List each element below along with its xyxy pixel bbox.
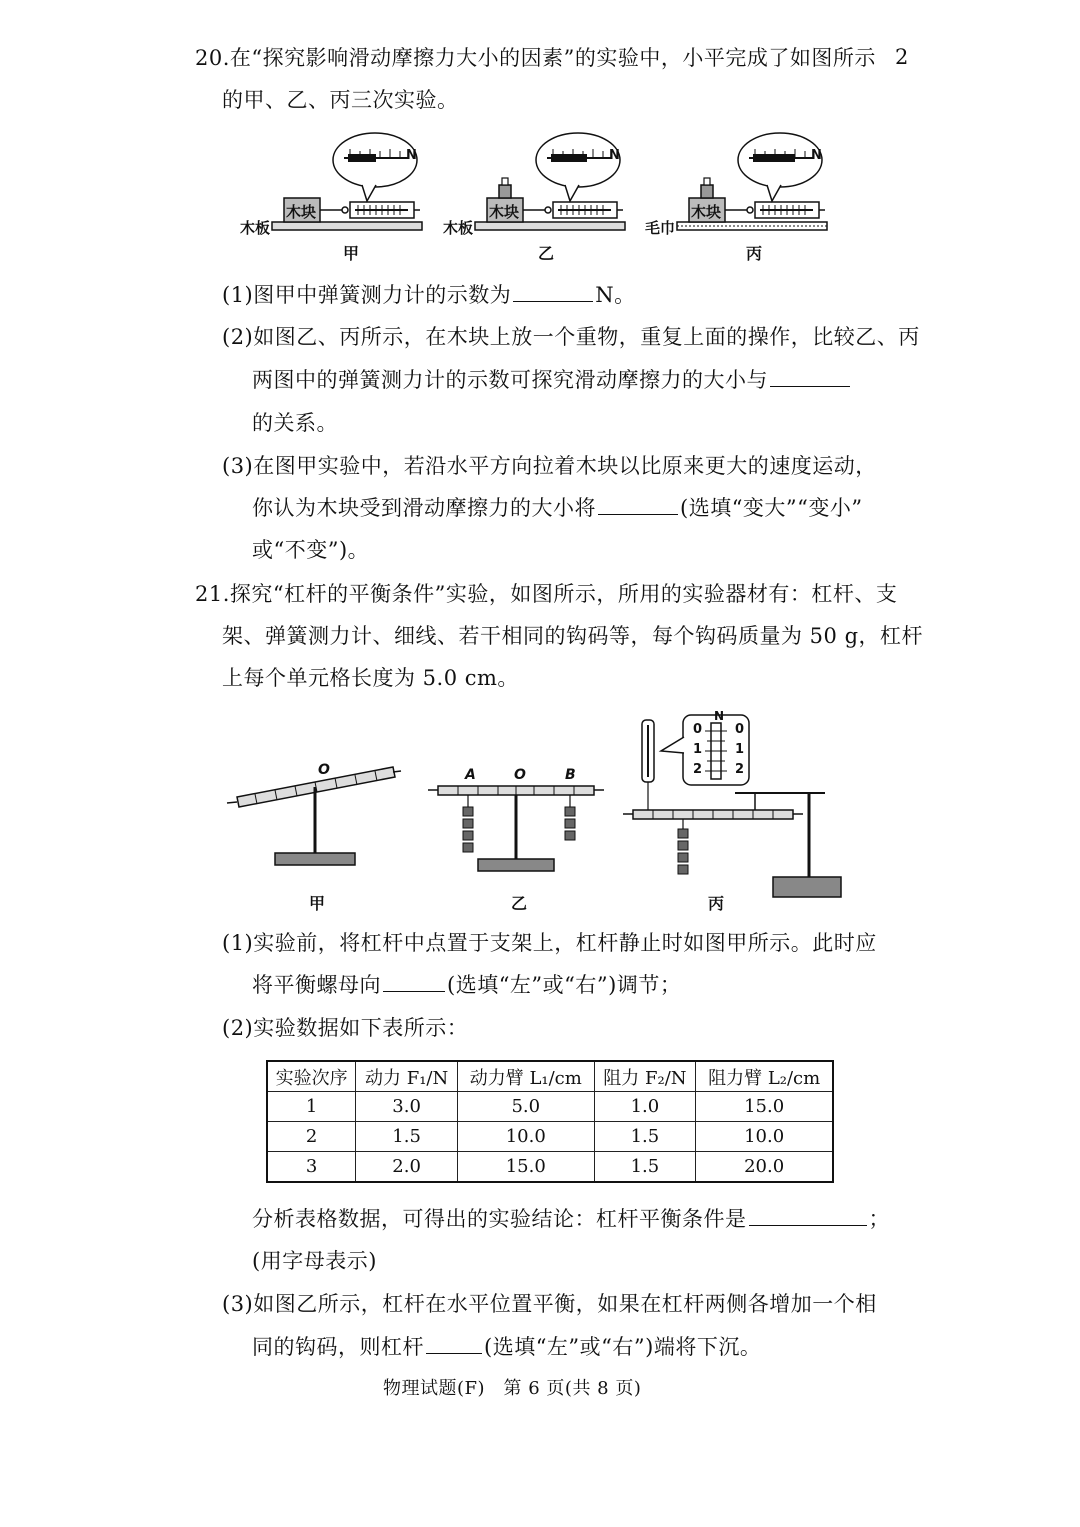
q20-part1-unit: N。 <box>595 283 636 307</box>
pivot-label-jia: O <box>318 762 330 778</box>
q21-caption-bing: 丙 <box>708 894 725 913</box>
q21-stem-line2: 架、弹簧测力计、细线、若干相同的钩码等，每个钩码质量为 50 g，杠杆 <box>222 624 924 648</box>
q21-part3-blank[interactable] <box>426 1333 482 1354</box>
q21-part1-options: (选填“左”或“右”)调节； <box>447 973 682 997</box>
lever-setup-yi <box>428 786 604 871</box>
q20-part3-line1: (3)在图甲实验中，若沿水平方向拉着木块以比原来更大的速度运动， <box>222 454 877 478</box>
block-label-yi: 木块 <box>489 203 520 221</box>
q20-stem-line2: 的甲、乙、丙三次实验。 <box>222 88 459 112</box>
table-row <box>267 1152 833 1183</box>
q20-part3-options: (选填“变大”“变小” <box>680 496 863 520</box>
q20-stem-line1: 20.在“探究影响滑动摩擦力大小的因素”的实验中，小平完成了如图所示 <box>195 46 876 70</box>
block-label-jia: 木块 <box>286 203 317 221</box>
table-header-cell: 实验次序 <box>267 1061 356 1092</box>
page-number-mark: 2 <box>895 45 909 69</box>
q21-part1-text: 将平衡螺母向 <box>252 973 381 997</box>
q20-caption-yi: 乙 <box>538 244 555 263</box>
table-cell: 15.0 <box>457 1152 594 1183</box>
q20-part2-line1: (2)如图乙、丙所示，在木块上放一个重物，重复上面的操作，比较乙、丙 <box>222 325 920 349</box>
scale-tick-0-left: 0 <box>693 722 703 737</box>
point-a-label: A <box>465 767 476 783</box>
scale-tick-2-right: 2 <box>735 762 745 777</box>
q21-stem-line3: 上每个单元格长度为 5.0 cm。 <box>222 666 519 690</box>
table-cell: 3.0 <box>356 1092 458 1122</box>
q21-conclusion-end: ； <box>868 1207 890 1231</box>
q21-stem-line1: 21.探究“杠杆的平衡条件”实验，如图所示，所用的实验器材有：杠杆、支 <box>195 582 898 606</box>
q20-caption-bing: 丙 <box>746 244 763 263</box>
scale-tick-2-left: 2 <box>693 762 703 777</box>
q20-part2-text: 两图中的弹簧测力计的示数可探究滑动摩擦力的大小与 <box>252 368 768 392</box>
scale-tick-1-right: 1 <box>735 742 745 757</box>
table-header-cell: 阻力臂 L₂/cm <box>696 1061 833 1092</box>
q20-part1 <box>222 281 636 309</box>
scale-unit-yi: N <box>609 148 620 163</box>
scale-tick-1-left: 1 <box>693 742 703 757</box>
q20-part2-line3: 的关系。 <box>252 411 338 435</box>
scale-tick-0-right: 0 <box>735 722 745 737</box>
table-row <box>267 1122 833 1152</box>
q21-part1-line2 <box>252 971 681 999</box>
scale-unit-bing: N <box>811 148 822 163</box>
table-cell: 1.5 <box>594 1152 696 1183</box>
lever-data-table <box>266 1060 834 1183</box>
q20-part2-blank[interactable] <box>770 366 850 387</box>
block-label-bing: 木块 <box>691 203 722 221</box>
scale-unit-jia: N <box>406 148 417 163</box>
table-cell: 1.5 <box>356 1122 458 1152</box>
table-cell: 1 <box>267 1092 356 1122</box>
q21-part2-intro: (2)实验数据如下表所示： <box>222 1016 469 1040</box>
table-cell: 15.0 <box>696 1092 833 1122</box>
table-cell: 2 <box>267 1122 356 1152</box>
q21-part3-line2 <box>252 1333 761 1361</box>
q21-part3-options: (选填“左”或“右”)端将下沉。 <box>484 1335 762 1359</box>
surface-label-yi: 木板 <box>443 219 474 237</box>
lever-setup-jia <box>227 767 401 865</box>
q20-part2-line2 <box>252 366 852 394</box>
q21-part3-line1: (3)如图乙所示，杠杆在水平位置平衡，如果在杠杆两侧各增加一个相 <box>222 1292 877 1316</box>
q21-conclusion-note: (用字母表示) <box>252 1249 377 1273</box>
table-cell: 1.5 <box>594 1122 696 1152</box>
q21-part1-blank[interactable] <box>383 971 445 992</box>
q20-caption-jia: 甲 <box>343 244 360 263</box>
q20-part3-line2 <box>252 494 863 522</box>
q21-part1-line1: (1)实验前，将杠杆中点置于支架上，杠杆静止时如图甲所示。此时应 <box>222 931 877 955</box>
lever-setup-bing <box>623 715 841 897</box>
q21-lever-figure <box>225 705 850 910</box>
point-b-label: B <box>565 767 576 783</box>
q20-part3-blank[interactable] <box>598 494 678 515</box>
q20-part1-blank[interactable] <box>513 281 593 302</box>
table-cell: 1.0 <box>594 1092 696 1122</box>
q21-part3-text: 同的钩码，则杠杆 <box>252 1335 424 1359</box>
table-row <box>267 1092 833 1122</box>
table-cell: 10.0 <box>457 1122 594 1152</box>
table-cell: 20.0 <box>696 1152 833 1183</box>
table-header-cell: 动力臂 L₁/cm <box>457 1061 594 1092</box>
surface-label-jia: 木板 <box>240 219 271 237</box>
surface-label-bing: 毛巾 <box>645 219 676 237</box>
page-footer: 物理试题(F) 第 6 页(共 8 页) <box>383 1378 642 1399</box>
table-header-cell: 动力 F₁/N <box>356 1061 458 1092</box>
table-cell: 5.0 <box>457 1092 594 1122</box>
pivot-label-yi: O <box>514 767 526 783</box>
q20-part3-text: 你认为木块受到滑动摩擦力的大小将 <box>252 496 596 520</box>
q21-conclusion-text: 分析表格数据，可得出的实验结论：杠杆平衡条件是 <box>252 1207 747 1231</box>
q21-conclusion <box>252 1205 890 1233</box>
table-header-cell: 阻力 F₂/N <box>594 1061 696 1092</box>
table-cell: 2.0 <box>356 1152 458 1183</box>
q20-part1-text: (1)图甲中弹簧测力计的示数为 <box>222 283 512 307</box>
scale-unit-bing-lever: N <box>714 709 725 723</box>
q21-conclusion-blank[interactable] <box>749 1205 867 1226</box>
q21-caption-jia: 甲 <box>309 894 326 913</box>
q20-part3-line3: 或“不变”)。 <box>252 538 370 562</box>
table-cell: 10.0 <box>696 1122 833 1152</box>
table-header-row <box>267 1061 833 1092</box>
table-cell: 3 <box>267 1152 356 1183</box>
q21-caption-yi: 乙 <box>511 894 528 913</box>
